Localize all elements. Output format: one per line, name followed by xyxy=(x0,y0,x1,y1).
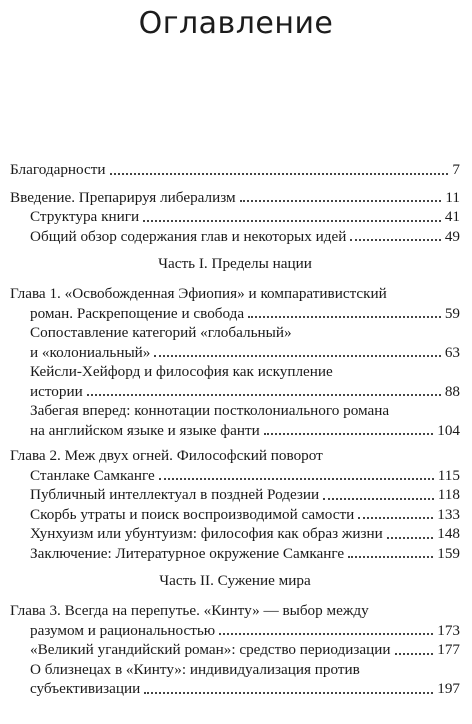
dot-leader xyxy=(144,692,433,694)
toc-entry-book-structure[interactable] xyxy=(10,207,460,227)
entry-title: «Великий угандийский роман»: средство периодизации xyxy=(30,641,391,658)
toc-entry-chapter-3[interactable] xyxy=(10,601,460,640)
toc-entry-overview[interactable] xyxy=(10,227,460,247)
toc-entry-looking-ahead[interactable] xyxy=(10,401,460,440)
page-number: 63 xyxy=(444,343,460,361)
dot-leader xyxy=(395,653,434,655)
dot-leader xyxy=(87,394,441,396)
part-heading-1: Часть I. Пределы нации xyxy=(158,255,312,272)
page-number: 173 xyxy=(437,621,460,639)
dot-leader xyxy=(387,537,433,539)
toc-entry-chapter-1[interactable] xyxy=(10,284,460,323)
toc-entry-acknowledgements[interactable] xyxy=(10,160,460,180)
table-of-contents xyxy=(10,160,460,705)
toc-group-chapter-3 xyxy=(10,601,460,699)
page-number: 7 xyxy=(452,161,460,178)
page-number: 88 xyxy=(444,382,460,400)
toc-entry-chapter-2[interactable] xyxy=(10,446,460,485)
page-number: 159 xyxy=(437,544,460,562)
page-number: 133 xyxy=(437,505,460,523)
dot-leader xyxy=(110,173,449,175)
toc-group-chapter-2 xyxy=(10,446,460,563)
toc-group-chapter-1 xyxy=(10,284,460,440)
entry-title-line-2: на английском языке и языке фанти xyxy=(30,421,260,439)
toc-entry-casely-hayford[interactable] xyxy=(10,362,460,401)
entry-last-line xyxy=(10,382,460,402)
toc-entry-conclusion[interactable] xyxy=(10,544,460,564)
entry-title: Структура книги xyxy=(30,208,140,225)
toc-entry-global-colonial[interactable] xyxy=(10,323,460,362)
entry-title: Скорбь утраты и поиск воспроизводимой самости xyxy=(30,505,355,523)
entry-last-line xyxy=(10,679,460,699)
page-number: 115 xyxy=(437,466,460,484)
entry-title-line-1: Глава 3. Всегда на перепутье. «Кинту» — выбор между xyxy=(10,602,369,619)
entry-title: Общий обзор содержания глав и некоторых идей xyxy=(30,227,347,245)
entry-title-line-2: разумом и рациональностью xyxy=(30,621,216,639)
toc-entry-hunhuism[interactable] xyxy=(10,524,460,544)
toc-entry-great-ugandan-novel[interactable] xyxy=(10,640,460,660)
entry-title-line-2: Станлаке Самканге xyxy=(30,466,155,484)
dot-leader xyxy=(143,220,441,222)
page-number: 118 xyxy=(437,486,460,503)
entry-title-line-1: Кейсли-Хейфорд и философия как искупление xyxy=(30,363,333,380)
entry-title-line-1: Глава 1. «Освобожденная Эфиопия» и компаративистский xyxy=(10,285,387,302)
entry-title-line-1: Глава 2. Меж двух огней. Философский поворот xyxy=(10,447,323,464)
entry-last-line xyxy=(10,421,460,441)
page-number: 49 xyxy=(444,227,460,245)
entry-title: Заключение: Литературное окружение Самканге xyxy=(30,544,345,562)
dot-leader xyxy=(154,355,440,357)
entry-title-line-2: субъективизации xyxy=(30,680,141,697)
entry-title: Введение. Препарируя либерализм xyxy=(10,188,236,206)
dot-leader xyxy=(350,239,440,241)
page-number: 11 xyxy=(445,188,460,206)
page-number: 59 xyxy=(444,304,460,322)
entry-title: Хунхуизм или убунтуизм: философия как образ жизни xyxy=(30,525,383,542)
dot-leader xyxy=(358,517,433,519)
page-number: 41 xyxy=(444,208,460,225)
dot-leader xyxy=(219,633,433,635)
part-heading-2: Часть II. Сужение мира xyxy=(159,572,311,589)
toc-entry-grief-of-loss[interactable] xyxy=(10,505,460,525)
entry-last-line xyxy=(10,304,460,324)
dot-leader xyxy=(264,433,433,435)
entry-title-line-2: истории xyxy=(30,382,83,400)
toc-group-intro xyxy=(10,188,460,247)
toc-entry-twins-in-kintu[interactable] xyxy=(10,660,460,699)
page-number: 197 xyxy=(437,680,460,697)
entry-title-line-1: Забегая вперед: коннотации постколониального романа xyxy=(30,402,390,419)
toc-entry-introduction[interactable] xyxy=(10,188,460,208)
page-number: 177 xyxy=(437,641,460,658)
dot-leader xyxy=(348,556,433,558)
dot-leader xyxy=(248,316,441,318)
entry-title-line-2: и «колониальный» xyxy=(30,343,151,361)
entry-title-line-1: Сопоставление категорий «глобальный» xyxy=(30,324,292,341)
page-number: 104 xyxy=(437,421,460,439)
dot-leader xyxy=(240,200,442,202)
entry-last-line xyxy=(10,343,460,363)
toc-entry-public-intellectual[interactable] xyxy=(10,485,460,505)
dot-leader xyxy=(323,498,434,500)
toc-group-front xyxy=(10,160,460,180)
entry-title: Публичный интеллектуал в поздней Родезии xyxy=(30,486,320,503)
page-number: 148 xyxy=(437,525,460,542)
entry-last-line xyxy=(10,466,460,486)
entry-title-line-1: О близнецах в «Кинту»: индивидуализация против xyxy=(30,660,360,678)
page-title: Оглавление xyxy=(138,6,334,41)
entry-title: Благодарности xyxy=(10,161,106,178)
dot-leader xyxy=(159,478,434,480)
entry-title-line-2: роман. Раскрепощение и свобода xyxy=(30,304,245,322)
entry-last-line xyxy=(10,621,460,641)
